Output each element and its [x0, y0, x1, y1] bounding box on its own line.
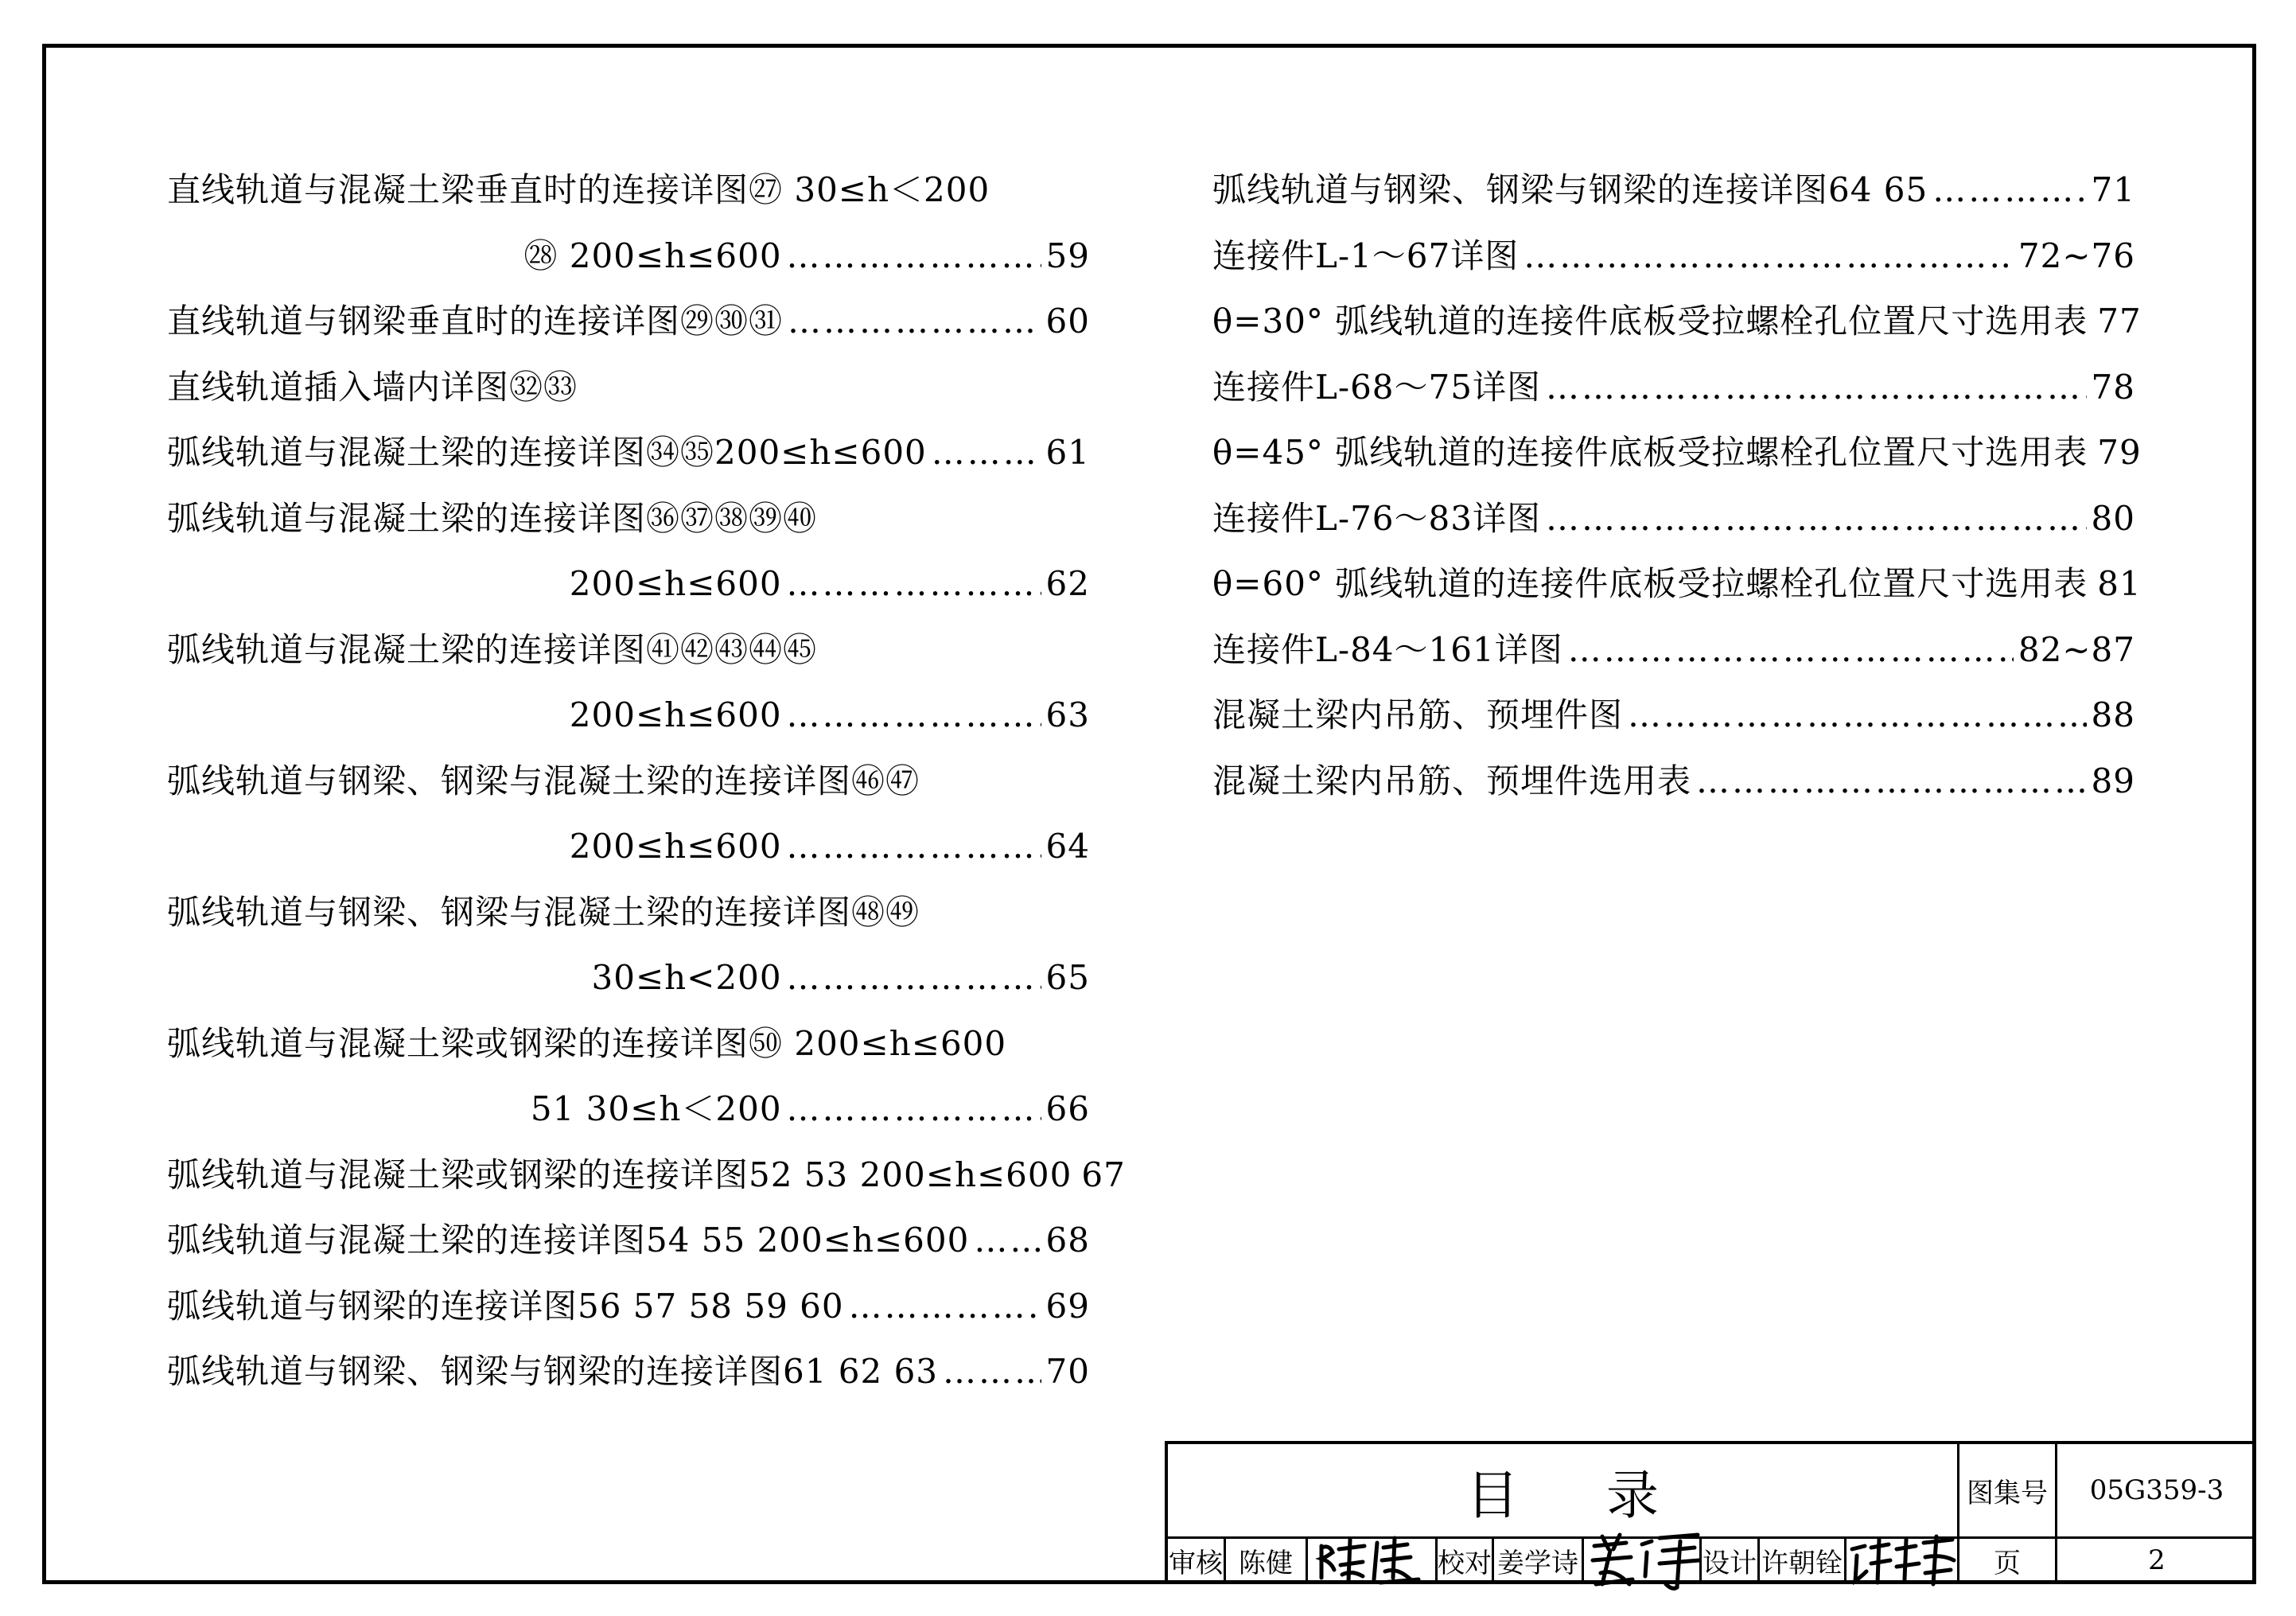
- dot-leader: [974, 1208, 1041, 1274]
- toc-entry-page: 72~76: [2018, 236, 2135, 275]
- toc-entry: [1212, 617, 2135, 683]
- toc-entry-page: 61: [1045, 433, 1090, 472]
- checker-signature: [1586, 1528, 1706, 1592]
- toc-entry-text: 连接件L-68～75详图: [1212, 367, 1541, 407]
- toc-entry-text: θ=30° 弧线轨道的连接件底板受拉螺栓孔位置尺寸选用表: [1212, 302, 2088, 341]
- toc-entry-text: 弧线轨道与混凝土梁或钢梁的连接详图52 53 200≤h≤600: [167, 1155, 1072, 1194]
- toc-entry-page: 66: [1045, 1089, 1090, 1128]
- checker-name: 姜学诗: [1497, 1547, 1578, 1579]
- dot-leader: [787, 814, 1041, 880]
- toc-entry-text: 弧线轨道与混凝土梁的连接详图54 55 200≤h≤600: [167, 1221, 970, 1260]
- dot-leader: [787, 683, 1041, 749]
- title-block: [1165, 1441, 2256, 1584]
- toc-entry-page: 71: [2091, 170, 2135, 209]
- toc-entry: [167, 355, 1090, 421]
- page-label: 页: [1994, 1547, 2021, 1579]
- toc-entry-page: 78: [2091, 367, 2135, 407]
- toc-entry: [167, 486, 1090, 552]
- toc-entry-text: 弧线轨道与混凝土梁的连接详图㊶㊷㊸㊹㊺: [167, 629, 818, 669]
- toc-entry: [1212, 224, 2135, 290]
- toc-entry: [167, 814, 1090, 880]
- designer-signature: [1847, 1532, 1959, 1589]
- title-block-bottom-row: [1168, 1536, 2256, 1584]
- toc-entry-page: 59: [1045, 236, 1090, 275]
- toc-entry-text: 弧线轨道与钢梁、钢梁与钢梁的连接详图61 62 63: [167, 1352, 939, 1391]
- dot-leader: [1568, 617, 2014, 683]
- toc-entry-page: 63: [1045, 695, 1090, 734]
- title-block-top-row: [1168, 1444, 2256, 1539]
- toc-entry: [167, 749, 1090, 815]
- toc-entry: [167, 880, 1090, 946]
- toc-left-column: [167, 158, 1126, 1405]
- reviewer-name: 陈健: [1239, 1547, 1293, 1579]
- dot-leader: [849, 1274, 1041, 1340]
- toc-entry-text: 30≤h<200: [591, 958, 782, 997]
- dot-leader: [1932, 158, 2086, 224]
- toc-entry-text: 弧线轨道与混凝土梁的连接详图㊱㊲㊳㊴㊵: [167, 498, 818, 538]
- toc-entry-page: 89: [2091, 761, 2135, 800]
- toc-entry-text: θ=45° 弧线轨道的连接件底板受拉螺栓孔位置尺寸选用表: [1212, 433, 2088, 472]
- atlas-number-label: 图集号: [1967, 1477, 2048, 1509]
- toc-entry: [167, 945, 1090, 1011]
- dot-leader: [787, 1077, 1041, 1143]
- toc-right-column: [1212, 158, 2142, 814]
- review-label: 审核: [1169, 1547, 1223, 1579]
- reviewer-signature: [1315, 1530, 1426, 1591]
- toc-entry-text: 连接件L-84～161详图: [1212, 629, 1563, 669]
- toc-entry-page: 60: [1045, 302, 1090, 341]
- toc-entry: [1212, 158, 2135, 224]
- toc-entry: [1212, 683, 2135, 749]
- document-title: 目录: [1466, 1464, 1746, 1526]
- toc-entry-page: 77: [2097, 302, 2142, 341]
- toc-entry: [167, 1208, 1090, 1274]
- toc-entry-text: 弧线轨道与混凝土梁或钢梁的连接详图㊿ 200≤h≤600: [167, 1023, 1007, 1063]
- toc-entry-text: ㉘ 200≤h≤600: [523, 236, 782, 275]
- toc-entry: [167, 224, 1090, 290]
- toc-entry-text: 弧线轨道与钢梁、钢梁与混凝土梁的连接详图㊻㊼: [167, 761, 920, 800]
- toc-entry: [167, 617, 1090, 683]
- toc-entry-page: 68: [1045, 1221, 1090, 1260]
- dot-leader: [787, 945, 1041, 1011]
- toc-entry: [167, 1077, 1090, 1143]
- toc-entry: [167, 420, 1090, 486]
- toc-entry-text: 200≤h≤600: [569, 695, 782, 734]
- toc-entry: [167, 683, 1090, 749]
- dot-leader: [1546, 486, 2087, 552]
- divider: [1306, 1536, 1308, 1584]
- toc-entry: [1212, 551, 2142, 617]
- dot-leader: [787, 224, 1041, 290]
- toc-entry: [167, 1274, 1090, 1340]
- divider: [1582, 1536, 1584, 1584]
- dot-leader: [932, 420, 1041, 486]
- toc-entry: [167, 1339, 1090, 1405]
- toc-entry: [167, 289, 1090, 355]
- designer-name: 许朝铨: [1761, 1547, 1843, 1579]
- toc-entry-text: 弧线轨道与钢梁的连接详图56 57 58 59 60: [167, 1286, 844, 1326]
- toc-entry: [1212, 486, 2135, 552]
- toc-entry-page: 70: [1045, 1352, 1090, 1391]
- toc-entry-text: 51 30≤h＜200: [530, 1089, 782, 1128]
- atlas-number: 05G359-3: [2089, 1474, 2224, 1506]
- toc-entry-page: 80: [2091, 498, 2135, 538]
- check-label: 校对: [1438, 1547, 1492, 1579]
- toc-entry: [1212, 355, 2135, 421]
- toc-entry-page: 65: [1045, 958, 1090, 997]
- toc-entry-text: 弧线轨道与混凝土梁的连接详图㉞㉟200≤h≤600: [167, 433, 927, 472]
- toc-entry-text: 200≤h≤600: [569, 827, 782, 866]
- toc-entry-page: 88: [2091, 695, 2135, 734]
- toc-entry-page: 82~87: [2018, 629, 2135, 669]
- dot-leader: [1524, 224, 2014, 290]
- dot-leader: [787, 551, 1041, 617]
- dot-leader: [1628, 683, 2087, 749]
- toc-entry-text: 弧线轨道与钢梁、钢梁与钢梁的连接详图64 65: [1212, 170, 1928, 209]
- page-number: 2: [2148, 1544, 2166, 1576]
- dot-leader: [943, 1339, 1041, 1405]
- toc-entry-text: 连接件L-1～67详图: [1212, 236, 1520, 275]
- toc-entry-page: 67: [1081, 1155, 1126, 1194]
- toc-entry-text: 直线轨道与混凝土梁垂直时的连接详图㉗ 30≤h＜200: [167, 170, 990, 209]
- toc-entry-text: 直线轨道与钢梁垂直时的连接详图㉙㉚㉛: [167, 302, 784, 341]
- toc-entry-text: 混凝土梁内吊筋、预埋件选用表: [1212, 761, 1692, 800]
- toc-entry: [167, 158, 1090, 224]
- toc-entry-page: 79: [2097, 433, 2142, 472]
- toc-entry-page: 81: [2097, 564, 2142, 603]
- toc-entry-text: 连接件L-76～83详图: [1212, 498, 1541, 538]
- dot-leader: [1546, 355, 2087, 421]
- toc-entry: [167, 1011, 1090, 1077]
- dot-leader: [1696, 749, 2087, 815]
- dot-leader: [788, 289, 1041, 355]
- toc-entry: [1212, 289, 2142, 355]
- toc-entry-page: 62: [1045, 564, 1090, 603]
- toc-entry: [167, 1143, 1126, 1209]
- toc-entry-text: 直线轨道插入墙内详图㉜㉝: [167, 367, 578, 407]
- toc-entry-page: 69: [1045, 1286, 1090, 1326]
- toc-entry-page: 64: [1045, 827, 1090, 866]
- toc-entry-text: 弧线轨道与钢梁、钢梁与混凝土梁的连接详图㊽㊾: [167, 892, 920, 932]
- toc-entry: [1212, 420, 2142, 486]
- toc-entry: [167, 551, 1090, 617]
- toc-entry-text: 混凝土梁内吊筋、预埋件图: [1212, 695, 1624, 734]
- toc-entry: [1212, 749, 2135, 815]
- divider: [1844, 1536, 1847, 1584]
- toc-entry-text: θ=60° 弧线轨道的连接件底板受拉螺栓孔位置尺寸选用表: [1212, 564, 2088, 603]
- toc-entry-text: 200≤h≤600: [569, 564, 782, 603]
- design-label: 设计: [1703, 1547, 1757, 1579]
